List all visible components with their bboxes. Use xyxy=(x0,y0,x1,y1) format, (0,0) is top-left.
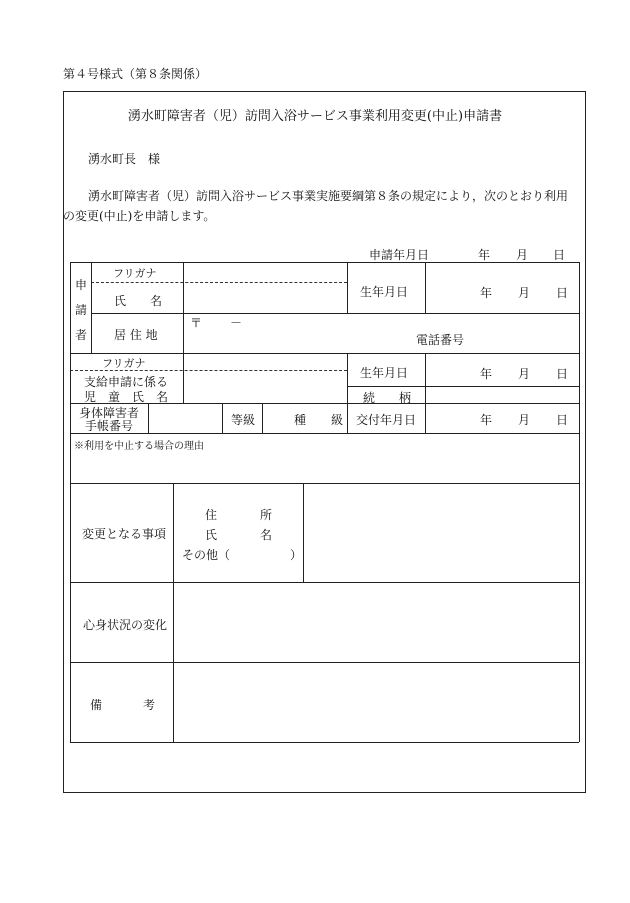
grid-line xyxy=(579,262,580,742)
application-date-label: 申請年月日 xyxy=(369,248,430,262)
grid-line xyxy=(148,403,149,433)
relation-label: 続 柄 xyxy=(363,391,412,405)
kind-label: 種 xyxy=(294,413,307,427)
phone-label: 電話番号 xyxy=(416,333,465,347)
issue-date-year: 年 xyxy=(480,413,493,427)
applicant-birth-day: 日 xyxy=(556,286,569,300)
grid-line xyxy=(222,403,223,433)
postal-dash: － xyxy=(230,316,243,330)
grid-line xyxy=(70,483,579,484)
kind-grade-label: 級 xyxy=(331,413,344,427)
grid-dashed-line xyxy=(91,282,347,283)
addressee: 湧水町長 様 xyxy=(88,152,161,166)
issue-date-day: 日 xyxy=(556,413,569,427)
grid-line xyxy=(347,386,579,387)
application-date-year: 年 xyxy=(478,248,491,262)
application-date-month: 月 xyxy=(516,248,529,262)
grid-line xyxy=(70,662,579,663)
postal-mark: 〒 xyxy=(190,316,203,330)
child-name-label-line2: 児 童 氏 名 xyxy=(84,390,169,404)
grid-line xyxy=(425,353,426,433)
applicant-birth-label: 生年月日 xyxy=(360,285,409,299)
grade-label: 等級 xyxy=(231,413,256,427)
applicant-birth-year: 年 xyxy=(480,286,493,300)
child-birth-day: 日 xyxy=(556,367,569,381)
handbook-label-line2: 手帳番号 xyxy=(85,419,134,433)
grid-line xyxy=(347,353,348,433)
issue-date-month: 月 xyxy=(518,413,531,427)
remarks-label-2: 考 xyxy=(143,698,156,712)
issue-date-label: 交付年月日 xyxy=(356,413,417,427)
grid-line xyxy=(91,313,579,314)
form-number: 第４号様式（第８条関係） xyxy=(63,67,208,81)
child-birth-month: 月 xyxy=(518,367,531,381)
child-birth-label: 生年月日 xyxy=(360,366,409,380)
grid-line xyxy=(70,742,579,743)
grid-line xyxy=(347,262,348,313)
remarks-label-1: 備 xyxy=(90,698,103,712)
child-birth-year: 年 xyxy=(480,367,493,381)
grid-line xyxy=(173,483,174,742)
grid-line xyxy=(70,433,579,434)
grid-line xyxy=(183,262,184,403)
body-text-line1: 湧水町障害者（児）訪問入浴サービス事業実施要綱第８条の規定により，次のとおり利用 xyxy=(88,189,569,203)
change-item-address-2: 所 xyxy=(260,508,273,522)
applicant-name-label: 氏 名 xyxy=(114,294,163,308)
change-item-name-1: 氏 xyxy=(205,528,218,542)
change-item-name-2: 名 xyxy=(260,528,273,542)
applicant-birth-month: 月 xyxy=(518,286,531,300)
grid-line xyxy=(303,483,304,582)
handbook-label-line1: 身体障害者 xyxy=(79,406,140,420)
form-title: 湧水町障害者（児）訪問入浴サービス事業利用変更(中止)申請書 xyxy=(127,109,503,124)
grid-line xyxy=(425,262,426,313)
child-furigana-label: フリガナ xyxy=(102,357,146,370)
applicant-vertical-label-3: 者 xyxy=(75,328,88,342)
applicant-address-label: 居 住 地 xyxy=(114,328,158,342)
child-name-label-line1: 支給申請に係る xyxy=(84,375,169,389)
grid-line xyxy=(70,582,579,583)
mental-physical-label: 心身状況の変化 xyxy=(83,618,168,632)
change-items-label: 変更となる事項 xyxy=(82,527,167,541)
grid-line xyxy=(262,403,263,433)
body-text-line2: の変更(中止)を申請します。 xyxy=(63,209,216,223)
stop-reason-label: ※利用を中止する場合の理由 xyxy=(74,441,204,452)
change-item-address-1: 住 xyxy=(205,508,218,522)
grid-line xyxy=(70,262,71,742)
applicant-furigana-label: フリガナ xyxy=(113,267,157,280)
grid-line xyxy=(91,262,92,353)
applicant-vertical-label-1: 申 xyxy=(75,278,88,292)
grid-line xyxy=(70,353,579,354)
change-item-other: その他（ ） xyxy=(182,548,303,562)
applicant-vertical-label-2: 請 xyxy=(75,303,88,317)
grid-line xyxy=(70,262,579,263)
application-date-day: 日 xyxy=(553,248,566,262)
